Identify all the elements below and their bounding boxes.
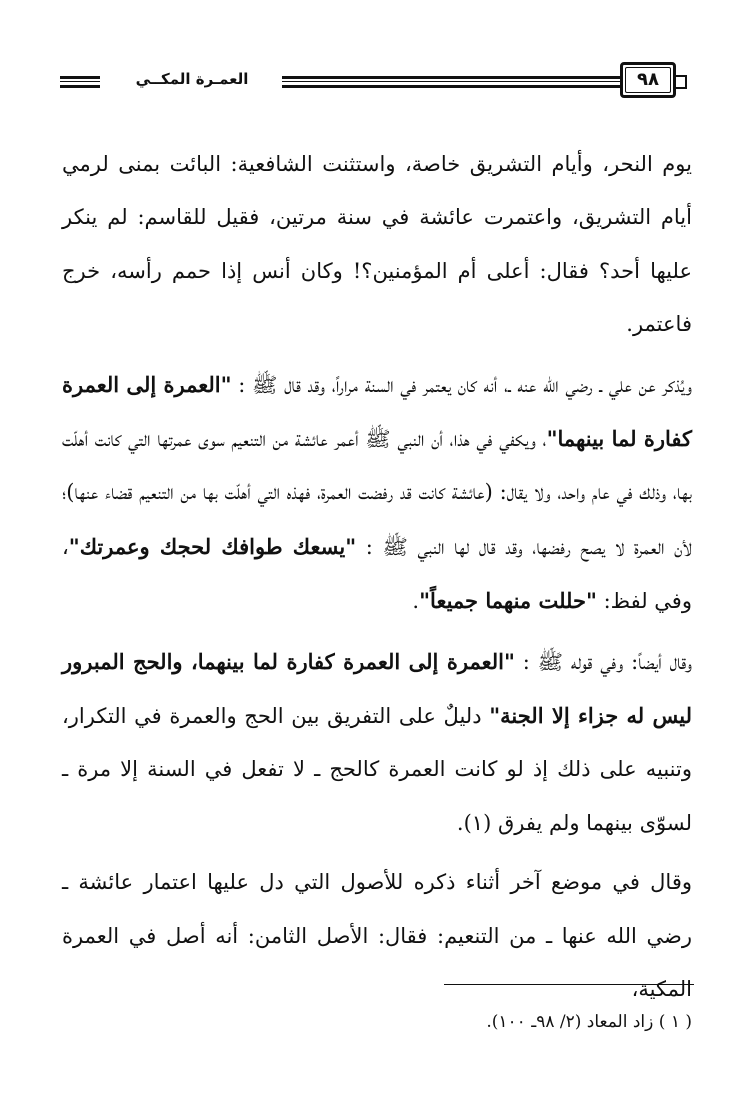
text-run: (١): [463, 810, 492, 835]
paragraph: [62, 856, 692, 1016]
body-text: [62, 138, 692, 1017]
text-run: ، وفي لفظ:: [62, 534, 692, 614]
hadith-quote: "العمرة إلى العمرة كفارة لما بينهما، والحج المبرور ليس له جزاء إلا الجنة": [62, 648, 692, 729]
text-run: وقال في موضع آخر أثناء ذكره للأصول التي دل عليها اعتمار عائشة ـ رضي الله عنها ـ من التنعيم: فقال: الأصل الثامن: أنه أصل في العمرة المكية،: [62, 870, 692, 1002]
text-run: ، ويكفي في هذا، أن النبي ﷺ أعمر عائشة من التنعيم سوى عمرتها التي كانت أهلّت بها، وذلك في عام واحد، ولا يقال: (عائشة كانت قد رفضت العمرة، فهذه التي أهلّت بها من التنعيم قضاء عنها)؛ لأن العمرة لا يصح رفضها، وقد قال لها النبي ﷺ :: [62, 427, 692, 559]
text-run: يوم النحر، وأيام التشريق خاصة، واستثنت الشافعية: البائت بمنى لرمي أيام التشريق، واعتمرت عائشة في سنة مرتين، فقيل للقاسم: لم ينكر عليها أحد؟ فقال: أعلى أم المؤمنين؟! وكان أنس إذا حمم رأسه، خرج فاعتمر.: [62, 152, 692, 337]
text-run: وقال أيضاً: وفي قوله ﷺ :: [514, 649, 692, 674]
text-run: .: [412, 589, 420, 614]
hadith-quote: "العمرة إلى العمرة كفارة لما بينهما": [62, 371, 693, 452]
paragraph: [62, 358, 692, 629]
running-title: العمـرة المكــي: [135, 70, 249, 88]
page-header: [60, 62, 700, 102]
footnote-divider: [444, 984, 694, 985]
paragraph: [62, 635, 692, 851]
hadith-quote: "حللت منهما جميعاً": [419, 588, 597, 614]
text-run: دليلٌ على التفريق بين الحج والعمرة في التكرار، وتنبيه على ذلك إذ لو كانت العمرة كالحج ـ لا تفعل في السنة إلا مرة ـ لسوّى بينهما ولم يفرق: [62, 704, 692, 835]
page-number: ٩٨: [620, 62, 676, 98]
hadith-quote: "يسعك طوافك لحجك وعمرتك": [68, 533, 357, 559]
text-run: .: [456, 810, 464, 835]
text-run: ويُذكر عن علي ـ رضي الله عنه ـ، أنه كان يعتمر في السنة مراراً، وقد قال ﷺ :: [231, 372, 692, 397]
paragraph: [62, 138, 692, 352]
header-ornament-right: [282, 76, 666, 88]
header-ornament-left: [60, 76, 100, 88]
footnote: ( ١ ) زاد المعاد (٢/ ٩٨ـ ١٠٠).: [486, 1012, 692, 1032]
